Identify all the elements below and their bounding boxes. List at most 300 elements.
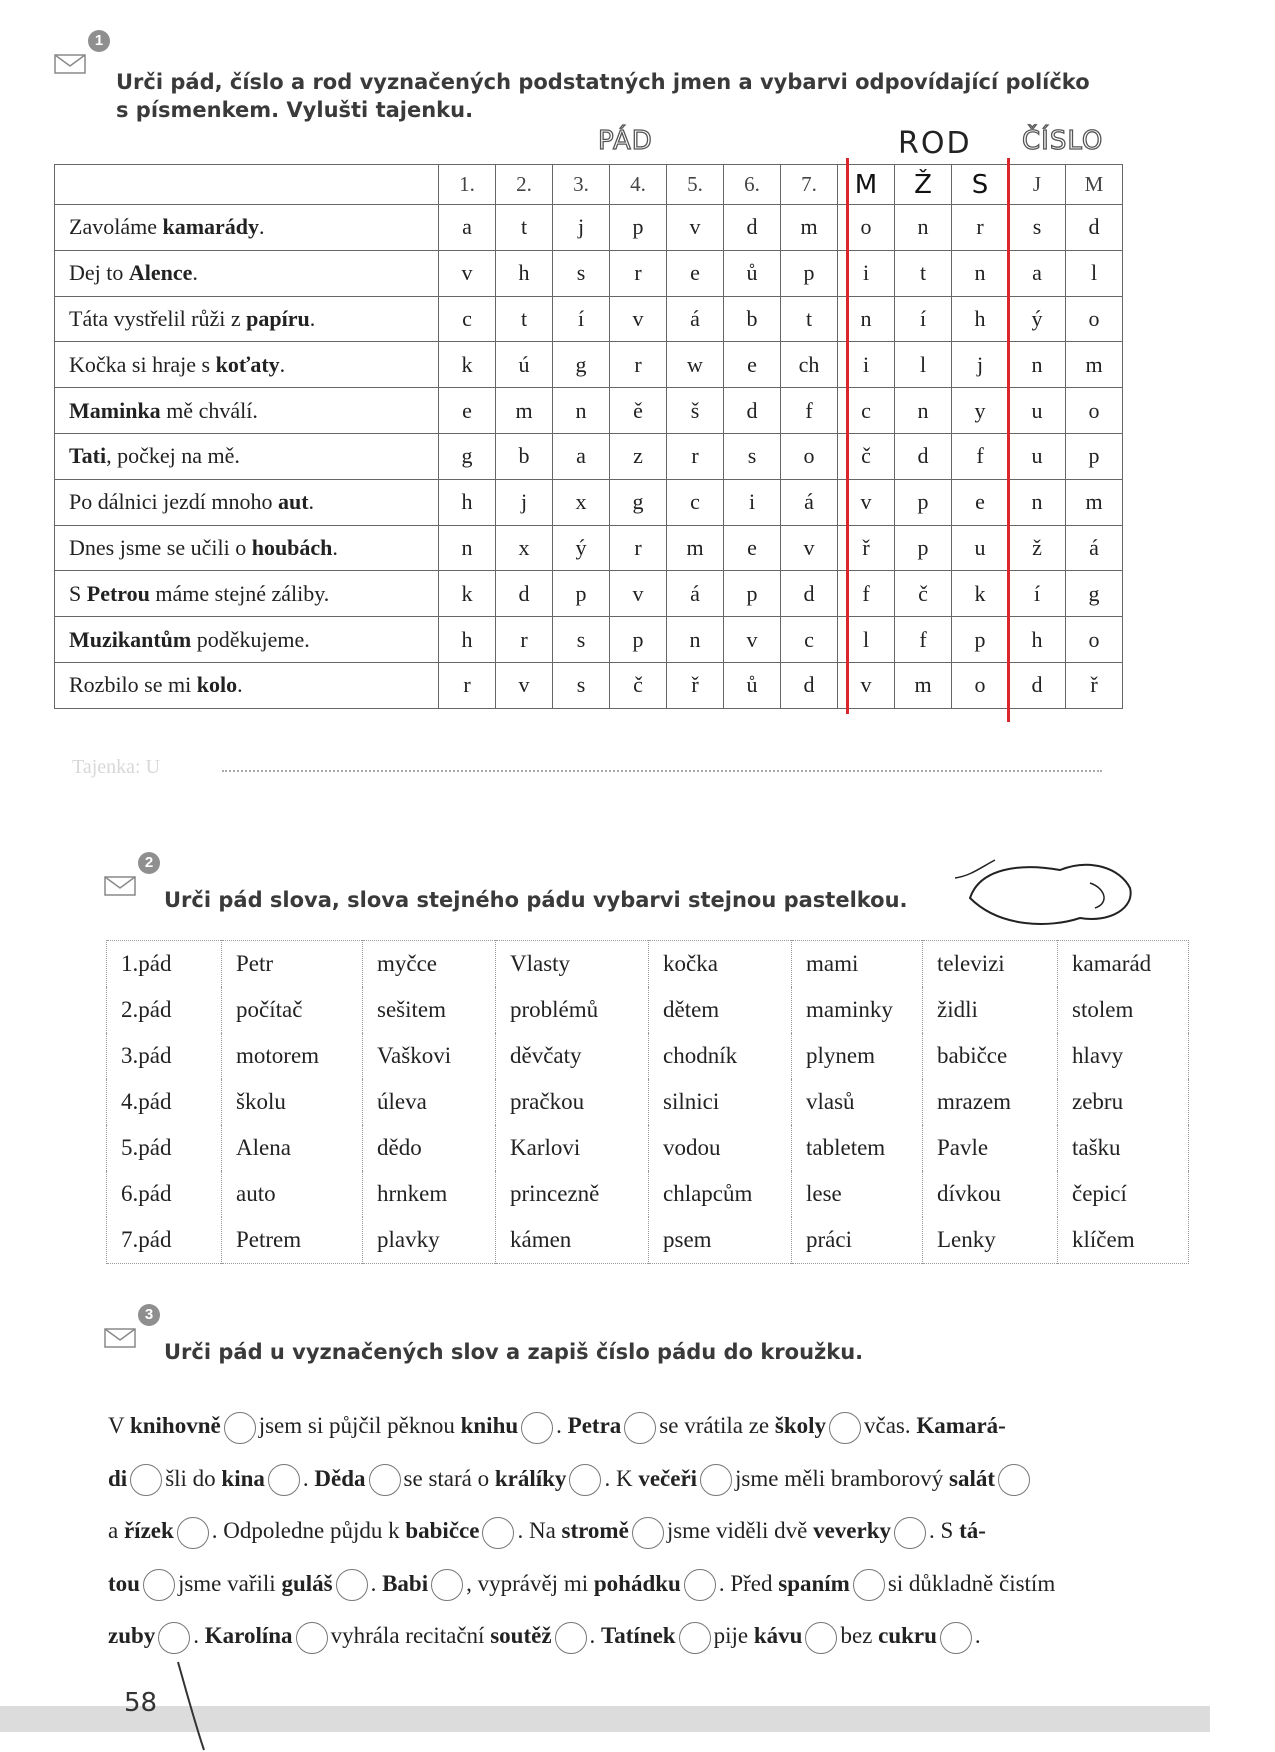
letter-cell[interactable]: ž [1009, 525, 1066, 571]
answer-circle[interactable] [679, 1622, 711, 1654]
letter-cell[interactable]: l [1066, 250, 1123, 296]
table-row [107, 1125, 1189, 1171]
letter-cell[interactable]: b [724, 296, 781, 342]
table-row [107, 1079, 1189, 1125]
word-cell[interactable]: pračkou [496, 1079, 649, 1125]
word-cell[interactable]: zebru [1058, 1079, 1189, 1125]
letter-cell[interactable]: f [781, 388, 838, 434]
word-cell[interactable]: tabletem [792, 1125, 923, 1171]
word-cell[interactable]: úleva [363, 1079, 496, 1125]
letter-cell[interactable]: a [553, 433, 610, 479]
word-cell[interactable]: mami [792, 941, 923, 988]
word-cell[interactable]: Karlovi [496, 1125, 649, 1171]
highlighted-noun: Alence [128, 260, 193, 286]
highlighted-word: spaním [778, 1570, 850, 1596]
word-cell[interactable]: kamarád [1058, 941, 1189, 988]
answer-circle[interactable] [336, 1569, 368, 1601]
header-cislo: ČÍSLO [1022, 126, 1104, 156]
word-cell[interactable]: Vlasty [496, 941, 649, 988]
word-cell[interactable]: stolem [1058, 987, 1189, 1033]
highlighted-word: Petra [567, 1413, 622, 1438]
word-cell[interactable]: klíčem [1058, 1217, 1189, 1264]
letter-cell[interactable]: ý [553, 525, 610, 571]
letter-cell[interactable]: t [496, 205, 553, 251]
letter-cell[interactable]: i [838, 250, 895, 296]
letter-cell[interactable]: t [895, 250, 952, 296]
letter-cell[interactable]: p [781, 250, 838, 296]
letter-cell[interactable]: r [952, 205, 1009, 251]
letter-cell[interactable]: d [496, 571, 553, 617]
letter-cell[interactable]: d [1009, 662, 1066, 708]
highlighted-word: cukru [878, 1623, 937, 1648]
answer-circle[interactable] [853, 1569, 885, 1601]
case-label: 4.pád [107, 1079, 222, 1125]
letter-cell[interactable]: m [667, 525, 724, 571]
letter-cell[interactable]: v [610, 571, 667, 617]
answer-circle[interactable] [569, 1464, 601, 1496]
column-header: 4. [610, 165, 667, 205]
letter-cell[interactable]: č [895, 571, 952, 617]
letter-cell[interactable]: j [952, 342, 1009, 388]
word-cell[interactable]: počítač [222, 987, 363, 1033]
letter-cell[interactable]: r [610, 250, 667, 296]
letter-cell[interactable]: t [781, 296, 838, 342]
letter-cell[interactable]: p [895, 525, 952, 571]
word-cell[interactable]: auto [222, 1171, 363, 1217]
letter-cell[interactable]: h [439, 479, 496, 525]
sentence-text: . [302, 1465, 315, 1491]
sentence-text: . K [604, 1465, 639, 1491]
column-header: 7. [781, 165, 838, 205]
letter-cell[interactable]: c [439, 296, 496, 342]
answer-circle[interactable] [632, 1517, 664, 1549]
sentence-text: . [974, 1623, 981, 1648]
word-cell[interactable]: dívkou [923, 1171, 1058, 1217]
word-cell[interactable]: Lenky [923, 1217, 1058, 1264]
word-cell[interactable]: motorem [222, 1033, 363, 1079]
letter-cell[interactable]: n [667, 617, 724, 663]
word-cell[interactable]: maminky [792, 987, 923, 1033]
highlighted-noun: aut [277, 489, 309, 515]
letter-cell[interactable]: n [838, 296, 895, 342]
letter-cell[interactable]: g [439, 433, 496, 479]
sentence-text: . Na [517, 1518, 562, 1543]
letter-cell[interactable]: g [553, 342, 610, 388]
sentence-text: Táta vystřelil růži z [69, 305, 247, 331]
letter-cell[interactable]: ů [724, 662, 781, 708]
table-row [107, 987, 1189, 1033]
word-cell[interactable]: chlapcům [649, 1171, 792, 1217]
letter-cell[interactable]: f [952, 433, 1009, 479]
task-title: Urči pád, číslo a rod vyznačených podstatných jmen a vybarvi odpovídající políčko s písmenkem. Vylušti tajenku. [116, 70, 1090, 122]
header-pad: PÁD [598, 126, 653, 156]
letter-cell[interactable]: s [724, 433, 781, 479]
letter-cell[interactable]: j [496, 479, 553, 525]
word-cell[interactable]: dědo [363, 1125, 496, 1171]
letter-cell[interactable]: u [952, 525, 1009, 571]
answer-circle[interactable] [940, 1622, 972, 1654]
letter-cell[interactable]: í [895, 296, 952, 342]
word-cell[interactable]: dětem [649, 987, 792, 1033]
letter-cell[interactable]: g [610, 479, 667, 525]
letter-cell[interactable]: d [724, 205, 781, 251]
letter-cell[interactable]: a [439, 205, 496, 251]
letter-cell[interactable]: n [439, 525, 496, 571]
sentence-text: jsme měli bramborový [735, 1465, 950, 1491]
letter-cell[interactable]: č [838, 433, 895, 479]
letter-cell[interactable]: m [895, 662, 952, 708]
letter-cell[interactable]: e [439, 388, 496, 434]
letter-cell[interactable]: ě [610, 388, 667, 434]
letter-cell[interactable]: x [496, 525, 553, 571]
letter-cell[interactable]: r [610, 525, 667, 571]
letter-cell[interactable]: k [439, 342, 496, 388]
letter-cell[interactable]: v [439, 250, 496, 296]
word-cell[interactable]: problémů [496, 987, 649, 1033]
highlighted-word: večeři [638, 1465, 698, 1491]
letter-cell[interactable]: e [724, 525, 781, 571]
sentence-cell [55, 388, 439, 434]
page-number: 58 [124, 1688, 158, 1718]
answer-circle[interactable] [143, 1569, 175, 1601]
letter-cell[interactable]: c [667, 479, 724, 525]
sentence-cell [55, 571, 439, 617]
letter-cell[interactable]: ú [496, 342, 553, 388]
header-rod: ROD [898, 126, 972, 161]
letter-cell[interactable]: i [724, 479, 781, 525]
word-cell[interactable]: myčce [363, 941, 496, 988]
letter-cell[interactable]: á [1066, 525, 1123, 571]
red-marker-line [1007, 158, 1010, 722]
letter-cell[interactable]: t [496, 296, 553, 342]
highlighted-word: soutěž [490, 1623, 552, 1648]
word-cell[interactable]: silnici [649, 1079, 792, 1125]
sentence-cell [55, 205, 439, 251]
table-row [55, 342, 1123, 388]
letter-cell[interactable]: k [439, 571, 496, 617]
letter-cell[interactable]: z [610, 433, 667, 479]
letter-cell[interactable]: í [1009, 571, 1066, 617]
letter-cell[interactable]: d [724, 388, 781, 434]
highlighted-word: Babi [382, 1570, 429, 1596]
answer-circle[interactable] [700, 1464, 732, 1496]
letter-cell[interactable]: j [553, 205, 610, 251]
answer-circle[interactable] [130, 1464, 162, 1496]
sentence-text: pije [713, 1623, 754, 1648]
highlighted-noun: Tati [69, 443, 107, 469]
letter-cell[interactable]: s [553, 250, 610, 296]
highlighted-noun: houbách [251, 534, 333, 560]
word-cell[interactable]: Petrem [222, 1217, 363, 1264]
sentence-text: . [589, 1623, 602, 1648]
highlighted-word: Karolína [204, 1623, 293, 1648]
letter-cell[interactable]: p [724, 571, 781, 617]
letter-cell[interactable]: e [667, 250, 724, 296]
word-cell[interactable]: židli [923, 987, 1058, 1033]
table-row [107, 1217, 1189, 1264]
sentence-text: máme stejné záliby. [149, 580, 330, 606]
word-cell[interactable]: čepicí [1058, 1171, 1189, 1217]
task-number-badge: 3 [138, 1304, 160, 1326]
sentence-text: Rozbilo se mi [69, 672, 197, 698]
letter-cell[interactable]: m [781, 205, 838, 251]
highlighted-word: zuby [108, 1623, 156, 1648]
sentence-text: bez [840, 1623, 879, 1648]
sentence-text: jsme viděli dvě [666, 1518, 814, 1543]
word-cell[interactable]: plynem [792, 1033, 923, 1079]
word-cell[interactable]: kámen [496, 1217, 649, 1264]
table-row [55, 433, 1123, 479]
word-cell[interactable]: hrnkem [363, 1171, 496, 1217]
letter-cell[interactable]: v [838, 479, 895, 525]
word-cell[interactable]: kočka [649, 941, 792, 988]
highlighted-word: knihovně [129, 1413, 221, 1438]
letter-cell[interactable]: h [1009, 617, 1066, 663]
letter-cell[interactable]: k [952, 571, 1009, 617]
letter-cell[interactable]: a [1009, 250, 1066, 296]
letter-cell[interactable]: o [1066, 388, 1123, 434]
answer-circle[interactable] [829, 1412, 861, 1444]
sentence-cell [55, 433, 439, 479]
letter-cell[interactable]: g [1066, 571, 1123, 617]
letter-cell[interactable]: v [781, 525, 838, 571]
letter-cell[interactable]: v [667, 205, 724, 251]
highlighted-word: tá- [959, 1518, 986, 1543]
sentence-cell [55, 342, 439, 388]
highlighted-word: pohádku [593, 1570, 681, 1596]
answer-circle[interactable] [482, 1517, 514, 1549]
column-header: 1. [439, 165, 496, 205]
sentence-text: se stará o [403, 1465, 495, 1491]
word-cell[interactable]: Pavle [923, 1125, 1058, 1171]
word-cell[interactable]: princezně [496, 1171, 649, 1217]
letter-cell[interactable]: w [667, 342, 724, 388]
letter-cell[interactable]: ů [724, 250, 781, 296]
word-cell[interactable]: Petr [222, 941, 363, 988]
letter-cell[interactable]: v [838, 662, 895, 708]
letter-cell[interactable]: p [895, 479, 952, 525]
letter-cell[interactable]: á [781, 479, 838, 525]
highlighted-word: kina [221, 1465, 265, 1491]
letter-cell[interactable]: v [610, 296, 667, 342]
sentence-text: , vyprávěj mi [466, 1570, 594, 1596]
word-cell[interactable]: chodník [649, 1033, 792, 1079]
answer-circle[interactable] [224, 1412, 256, 1444]
sentence-text: Zavoláme [69, 214, 163, 240]
highlighted-noun: kamarády [162, 214, 260, 240]
sentence-text: Po dálnici jezdí mnoho [69, 489, 278, 515]
sentence-text: . Před [718, 1570, 779, 1596]
letter-cell[interactable]: c [781, 617, 838, 663]
word-cell[interactable]: tašku [1058, 1125, 1189, 1171]
sentence-cell [55, 479, 439, 525]
letter-cell[interactable]: á [667, 571, 724, 617]
letter-cell[interactable]: á [667, 296, 724, 342]
letter-cell[interactable]: d [895, 433, 952, 479]
table-row [55, 479, 1123, 525]
letter-cell[interactable]: l [895, 342, 952, 388]
letter-cell[interactable]: e [952, 479, 1009, 525]
letter-cell[interactable]: č [610, 662, 667, 708]
letter-cell[interactable]: s [1009, 205, 1066, 251]
letter-cell[interactable]: d [781, 571, 838, 617]
word-cell[interactable]: vlasů [792, 1079, 923, 1125]
letter-cell[interactable]: i [838, 342, 895, 388]
letter-cell[interactable]: b [496, 433, 553, 479]
answer-circle[interactable] [624, 1412, 656, 1444]
sentence-text: S [69, 580, 87, 606]
highlighted-noun: Muzikantům [69, 626, 192, 652]
letter-cell[interactable]: x [553, 479, 610, 525]
highlighted-word: řízek [123, 1518, 174, 1543]
letter-cell[interactable]: d [1066, 205, 1123, 251]
letter-cell[interactable]: n [952, 250, 1009, 296]
answer-circle[interactable] [555, 1622, 587, 1654]
word-cell[interactable]: plavky [363, 1217, 496, 1264]
highlighted-noun: papíru [246, 305, 310, 331]
letter-cell[interactable]: r [610, 342, 667, 388]
letter-cell[interactable]: v [496, 662, 553, 708]
answer-circle[interactable] [894, 1517, 926, 1549]
letter-cell[interactable]: m [1066, 479, 1123, 525]
letter-cell[interactable]: d [781, 662, 838, 708]
letter-cell[interactable]: f [895, 617, 952, 663]
letter-cell[interactable]: ý [1009, 296, 1066, 342]
letter-cell[interactable]: n [553, 388, 610, 434]
case-words-table [106, 940, 1189, 1264]
letter-cell[interactable]: v [724, 617, 781, 663]
column-header: Ž [895, 165, 952, 205]
answer-circle[interactable] [369, 1464, 401, 1496]
letter-cell[interactable]: s [553, 617, 610, 663]
word-cell[interactable]: hlavy [1058, 1033, 1189, 1079]
table-row [107, 1171, 1189, 1217]
letter-cell[interactable]: e [724, 342, 781, 388]
sentence-text: . [193, 1623, 205, 1648]
word-cell[interactable]: lese [792, 1171, 923, 1217]
word-cell[interactable]: sešitem [363, 987, 496, 1033]
highlighted-word: veverky [813, 1518, 892, 1543]
letter-cell[interactable]: f [838, 571, 895, 617]
highlighted-word: školy [774, 1413, 827, 1438]
word-cell[interactable]: vodou [649, 1125, 792, 1171]
letter-cell[interactable]: ř [667, 662, 724, 708]
letter-cell[interactable]: u [1009, 433, 1066, 479]
word-cell[interactable]: práci [792, 1217, 923, 1264]
answer-circle[interactable] [431, 1569, 463, 1601]
letter-cell[interactable]: p [610, 205, 667, 251]
sentence-text: . S [929, 1518, 960, 1543]
letter-cell[interactable]: p [610, 617, 667, 663]
answer-circle[interactable] [805, 1622, 837, 1654]
case-label: 5.pád [107, 1125, 222, 1171]
sentence-text: . Odpoledne půjdu k [211, 1518, 406, 1543]
word-cell[interactable]: mrazem [923, 1079, 1058, 1125]
column-header: M [838, 165, 895, 205]
letter-cell[interactable]: p [952, 617, 1009, 663]
word-cell[interactable]: děvčaty [496, 1033, 649, 1079]
letter-cell[interactable]: r [439, 662, 496, 708]
tajenka-answer-line[interactable] [222, 770, 1102, 772]
sentence-cell [55, 617, 439, 663]
sentence-text: V [108, 1413, 130, 1438]
letter-cell[interactable]: o [1066, 617, 1123, 663]
letter-cell[interactable]: ř [838, 525, 895, 571]
answer-circle[interactable] [521, 1412, 553, 1444]
letter-cell[interactable]: h [439, 617, 496, 663]
letter-cell[interactable]: n [1009, 342, 1066, 388]
word-cell[interactable]: televizi [923, 941, 1058, 988]
word-cell[interactable]: školu [222, 1079, 363, 1125]
red-marker-line [846, 158, 849, 714]
letter-cell[interactable]: u [1009, 388, 1066, 434]
letter-cell[interactable]: p [1066, 433, 1123, 479]
letter-cell[interactable]: m [496, 388, 553, 434]
letter-cell[interactable]: p [553, 571, 610, 617]
letter-cell[interactable]: ch [781, 342, 838, 388]
letter-cell[interactable]: ř [1066, 662, 1123, 708]
table-row [55, 525, 1123, 571]
letter-cell[interactable]: n [895, 205, 952, 251]
word-cell[interactable]: babičce [923, 1033, 1058, 1079]
answer-circle[interactable] [684, 1569, 716, 1601]
letter-cell[interactable]: n [895, 388, 952, 434]
answer-circle[interactable] [296, 1622, 328, 1654]
answer-circle[interactable] [268, 1464, 300, 1496]
envelope-icon [54, 54, 86, 74]
sentence-text: . [308, 489, 315, 515]
letter-cell[interactable]: c [838, 388, 895, 434]
sentence-text: . [556, 1413, 568, 1438]
answer-circle[interactable] [998, 1464, 1030, 1496]
letter-cell[interactable]: r [667, 433, 724, 479]
letter-cell[interactable]: m [1066, 342, 1123, 388]
letter-cell[interactable]: n [1009, 479, 1066, 525]
answer-circle[interactable] [158, 1622, 190, 1654]
sentence-text: jsem si půjčil pěknou [258, 1413, 461, 1438]
answer-circle[interactable] [177, 1517, 209, 1549]
column-header: 3. [553, 165, 610, 205]
letter-cell[interactable]: í [553, 296, 610, 342]
sentence-text: . [237, 672, 243, 698]
sentence-cell [55, 250, 439, 296]
table-row [55, 388, 1123, 434]
word-cell[interactable]: psem [649, 1217, 792, 1264]
word-cell[interactable]: Alena [222, 1125, 363, 1171]
case-label: 2.pád [107, 987, 222, 1033]
letter-cell[interactable]: o [1066, 296, 1123, 342]
cat-doodle-illustration [940, 848, 1140, 938]
sentence-text: se vrátila ze [659, 1413, 775, 1438]
letter-cell[interactable]: h [496, 250, 553, 296]
sentence-text: . [332, 534, 338, 560]
highlighted-word: tou [108, 1570, 140, 1596]
word-cell[interactable]: Vaškovi [363, 1033, 496, 1079]
task-number-badge: 1 [88, 30, 110, 52]
letter-cell[interactable]: o [781, 433, 838, 479]
column-header: M [1066, 165, 1123, 205]
sentence-text: včas. [864, 1413, 917, 1438]
letter-cell[interactable]: y [952, 388, 1009, 434]
letter-cell[interactable]: h [952, 296, 1009, 342]
letter-cell[interactable]: o [952, 662, 1009, 708]
letter-cell[interactable]: s [553, 662, 610, 708]
exercise-table [54, 164, 1123, 709]
letter-cell[interactable]: o [838, 205, 895, 251]
letter-cell[interactable]: r [496, 617, 553, 663]
letter-cell[interactable]: š [667, 388, 724, 434]
letter-cell[interactable]: l [838, 617, 895, 663]
